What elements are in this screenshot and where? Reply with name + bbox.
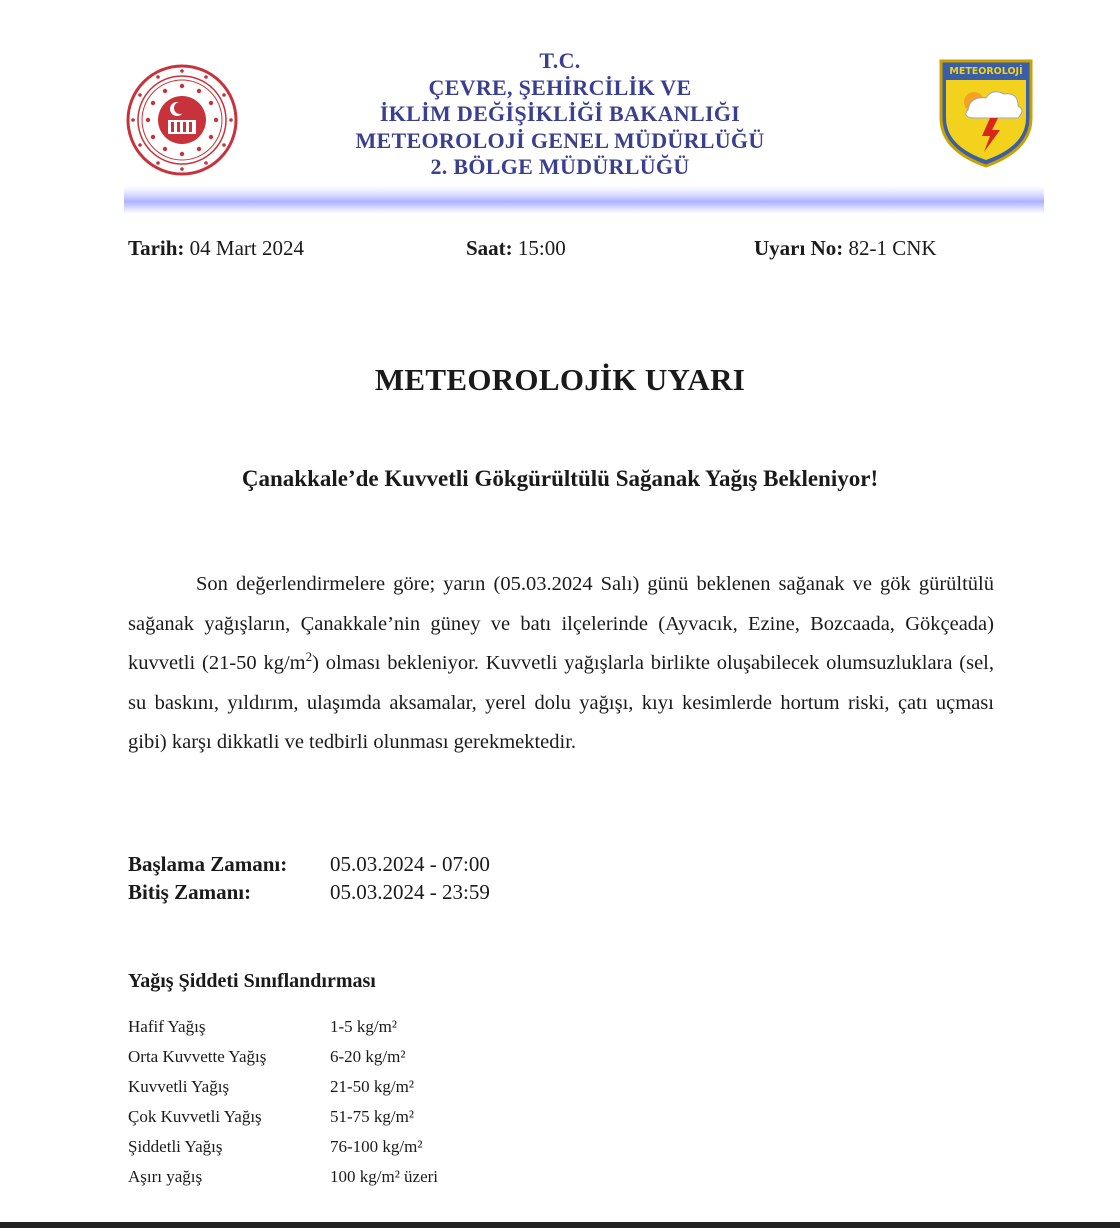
classification-name: Aşırı yağış [128, 1167, 203, 1186]
classification-row [128, 1012, 438, 1042]
meteoroloji-logo-icon [938, 58, 1034, 168]
end-time-row [128, 878, 490, 906]
classification-name: Şiddetli Yağış [128, 1137, 223, 1156]
classification-name: Çok Kuvvetli Yağış [128, 1107, 262, 1126]
institution-header [300, 48, 820, 181]
classification-row [128, 1162, 438, 1192]
start-time-label: Başlama Zamanı: [128, 852, 288, 876]
end-time-label: Bitiş Zamanı: [128, 880, 252, 904]
header-line-ministry-2: İKLİM DEĞİŞİKLİĞİ BAKANLIĞI [379, 101, 741, 126]
header-line-directorate: METEOROLOJİ GENEL MÜDÜRLÜĞÜ [355, 127, 765, 153]
classification-value: 6-20 kg/m² [330, 1047, 406, 1066]
header-line-region: 2. BÖLGE MÜDÜRLÜĞÜ [430, 154, 690, 179]
header-divider-band [124, 186, 1044, 214]
classification-name: Hafif Yağış [128, 1017, 206, 1036]
body-superscript: 2 [305, 649, 313, 665]
document-title: METEOROLOJİK UYARI [374, 362, 746, 397]
classification-value: 1-5 kg/m² [330, 1017, 397, 1036]
body-text-part-2: ) olması bekleniyor. Kuvvetli yağışlarla birlikte oluşabilecek olumsuzluklara (sel, su baskını, yıldırım, ulaşımda aksamalar, yerel dolu yağışı, kıyı kesimlerde hortum riski, çatı uçması gibi) karşı dikkatli ve tedbirli olunması gerekmektedir. [128, 652, 995, 753]
classification-row [128, 1132, 438, 1162]
ministry-seal-icon [126, 64, 238, 176]
body-text-part-1: Son değerlendirmelere göre; yarın (05.03.2024 Salı) günü beklenen sağanak ve gök gürültülü sağanak yağışların, Çanakkale’nin güney ve batı ilçelerinde (Ayvacık, Ezine, Bozcaada, Gökçeada) kuvvetli (21-50 kg/m [128, 573, 994, 674]
time-value: 15:00 [517, 236, 566, 260]
classification-name: Kuvvetli Yağış [128, 1077, 230, 1096]
classification-value: 76-100 kg/m² [330, 1137, 423, 1156]
date-field [128, 236, 304, 264]
warning-number-field [754, 236, 937, 264]
header-line-tc: T.C. [539, 48, 581, 73]
end-time-value: 05.03.2024 - 23:59 [330, 880, 490, 904]
warning-number-value: 82-1 CNK [848, 236, 937, 260]
page-bottom-edge [0, 1222, 1120, 1228]
start-time-value: 05.03.2024 - 07:00 [330, 852, 490, 876]
classification-title: Yağış Şiddeti Sınıflandırması [128, 970, 376, 992]
classification-value: 51-75 kg/m² [330, 1107, 414, 1126]
classification-name: Orta Kuvvette Yağış [128, 1047, 267, 1066]
classification-row [128, 1102, 438, 1132]
header-line-ministry-1: ÇEVRE, ŞEHİRCİLİK VE [428, 74, 692, 100]
classification-value: 100 kg/m² üzeri [330, 1167, 439, 1186]
date-label: Tarih: [128, 236, 185, 260]
time-label: Saat: [466, 236, 513, 260]
start-time-row [128, 850, 490, 878]
warning-number-label: Uyarı No: [754, 236, 844, 260]
classification-value: 21-50 kg/m² [330, 1077, 414, 1096]
document-subtitle: Çanakkale’de Kuvvetli Gökgürültülü Sağanak Yağış Bekleniyor! [241, 466, 879, 491]
logo-label: METEOROLOJİ [949, 66, 1023, 77]
classification-table [128, 1012, 438, 1192]
date-value: 04 Mart 2024 [189, 236, 304, 260]
time-field [466, 236, 566, 264]
classification-row [128, 1072, 438, 1102]
classification-row [128, 1042, 438, 1072]
validity-times [128, 850, 490, 906]
warning-body-paragraph [128, 565, 994, 763]
